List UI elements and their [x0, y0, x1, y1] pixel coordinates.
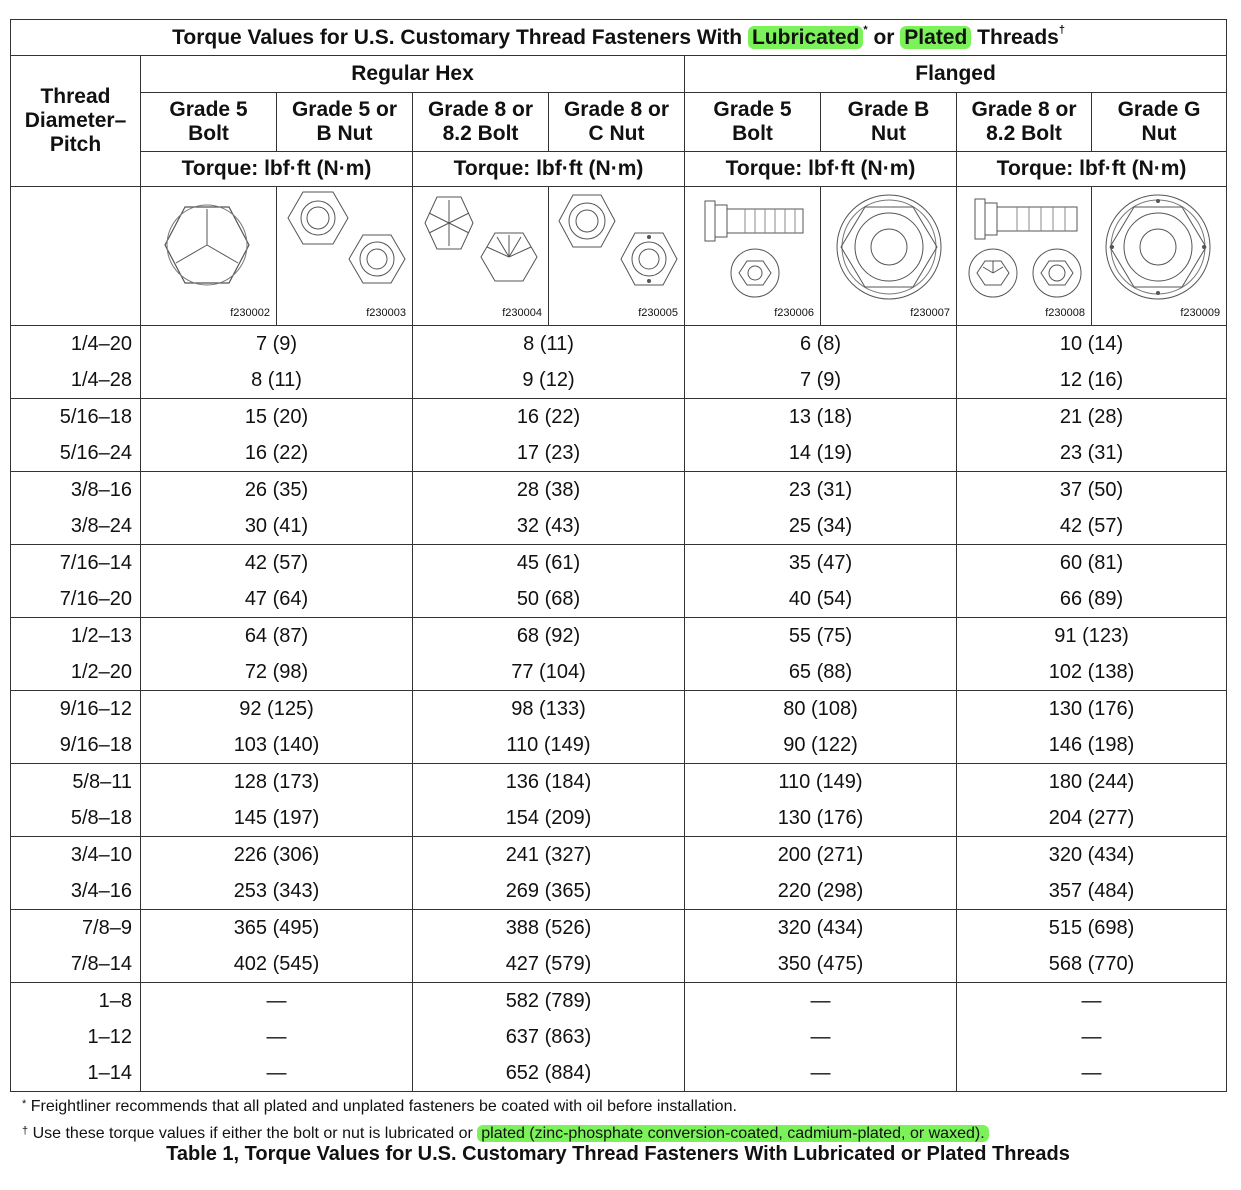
grade-subheader [1092, 93, 1227, 152]
torque-value-cell: 226 (306) [141, 837, 413, 874]
torque-value-cell: 42 (57) [141, 545, 413, 582]
torque-value-cell: 17 (23) [413, 435, 685, 472]
grade-subheader [685, 93, 821, 152]
figure-id: f230008 [1045, 307, 1085, 319]
grade-subheader-line: Grade 8 or [427, 98, 534, 121]
thread-size-cell: 7/8–9 [11, 910, 141, 947]
torque-value-cell: — [141, 1055, 413, 1092]
torque-value-cell: 220 (298) [685, 873, 957, 910]
figure-id: f230007 [910, 307, 950, 319]
torque-value-cell: 30 (41) [141, 508, 413, 545]
torque-value-cell: 92 (125) [141, 691, 413, 728]
table-row [11, 946, 1227, 983]
grade-subheader-line: 8.2 Bolt [986, 122, 1062, 145]
torque-value-cell: 154 (209) [413, 800, 685, 837]
torque-value-cell: 45 (61) [413, 545, 685, 582]
torque-value-cell: 16 (22) [413, 399, 685, 436]
fig-cell [413, 187, 549, 326]
table-row [11, 362, 1227, 399]
fig-cell [685, 187, 821, 326]
grade-subheader [141, 93, 277, 152]
grade-subheader [957, 93, 1092, 152]
grade-subheader [549, 93, 685, 152]
torque-value-cell: — [141, 983, 413, 1020]
table-row [11, 873, 1227, 910]
torque-value-cell: 241 (327) [413, 837, 685, 874]
torque-value-cell: 269 (365) [413, 873, 685, 910]
table-row [11, 764, 1227, 801]
grade-subheader-line: 8.2 Bolt [442, 122, 519, 145]
torque-value-cell: — [685, 1019, 957, 1055]
torque-value-cell: 357 (484) [957, 873, 1227, 910]
footnote-1-mark: * [22, 1098, 27, 1110]
footnote-1 [22, 1093, 989, 1120]
torque-value-cell: 637 (863) [413, 1019, 685, 1055]
torque-value-cell: 40 (54) [685, 581, 957, 618]
table-row [11, 691, 1227, 728]
torque-value-cell: 128 (173) [141, 764, 413, 801]
table-row [11, 399, 1227, 436]
title-highlight-plated: Plated [900, 26, 971, 49]
grade-subheader-line: Grade 8 or [563, 98, 670, 121]
torque-value-cell: — [957, 983, 1227, 1020]
torque-value-cell: 68 (92) [413, 618, 685, 655]
torque-value-cell: 136 (184) [413, 764, 685, 801]
torque-value-cell: 23 (31) [957, 435, 1227, 472]
table-row [11, 654, 1227, 691]
footnotes [22, 1093, 989, 1147]
blank-cell [11, 187, 141, 326]
torque-table-wrapper [10, 19, 1226, 1092]
torque-value-cell: 98 (133) [413, 691, 685, 728]
thread-size-cell: 5/8–18 [11, 800, 141, 837]
figure-id: f230003 [366, 307, 406, 319]
grade-subheader-line: C Nut [588, 122, 645, 145]
hex-nut-grade5-icon [277, 187, 413, 325]
thread-column-header [11, 56, 141, 187]
flanged-nut-grade-g-icon [1092, 187, 1228, 325]
torque-value-cell: 42 (57) [957, 508, 1227, 545]
torque-value-cell: 66 (89) [957, 581, 1227, 618]
torque-value-cell: 26 (35) [141, 472, 413, 509]
torque-value-cell: 7 (9) [141, 326, 413, 363]
title-footnote-mark-1: * [863, 23, 868, 36]
thread-size-cell: 5/16–24 [11, 435, 141, 472]
thread-size-cell: 9/16–12 [11, 691, 141, 728]
torque-value-cell: 320 (434) [685, 910, 957, 947]
torque-value-cell: 13 (18) [685, 399, 957, 436]
torque-value-cell: 32 (43) [413, 508, 685, 545]
torque-value-cell: 180 (244) [957, 764, 1227, 801]
torque-value-cell: 652 (884) [413, 1055, 685, 1092]
torque-value-cell: 365 (495) [141, 910, 413, 947]
torque-value-cell: 388 (526) [413, 910, 685, 947]
thread-size-cell: 1–8 [11, 983, 141, 1020]
grade-subheader-line: Grade G [1117, 98, 1201, 121]
torque-value-cell: 103 (140) [141, 727, 413, 764]
fig-cell [1092, 187, 1227, 326]
footnote-2-text: Use these torque values if either the bolt or nut is lubricated or [28, 1125, 478, 1142]
table-row [11, 983, 1227, 1020]
thread-size-cell: 7/16–20 [11, 581, 141, 618]
torque-value-cell: 80 (108) [685, 691, 957, 728]
thread-size-cell: 7/16–14 [11, 545, 141, 582]
torque-value-cell: — [957, 1055, 1227, 1092]
torque-value-cell: 146 (198) [957, 727, 1227, 764]
table-row [11, 435, 1227, 472]
grade-subheader [277, 93, 413, 152]
thread-size-cell: 3/8–24 [11, 508, 141, 545]
grade-subheader-line: Grade 8 or [971, 98, 1077, 121]
flanged-bolt-grade8-icon [957, 187, 1093, 325]
torque-value-cell: 515 (698) [957, 910, 1227, 947]
thread-size-cell: 3/4–16 [11, 873, 141, 910]
grade-subheader-line: Nut [1141, 122, 1177, 145]
torque-value-cell: 60 (81) [957, 545, 1227, 582]
torque-value-cell: — [141, 1019, 413, 1055]
grade-subheader-line: Grade 5 [169, 98, 248, 121]
torque-value-cell: 90 (122) [685, 727, 957, 764]
torque-value-cell: 12 (16) [957, 362, 1227, 399]
footnote-2-highlight: plated (zinc-phosphate conversion-coated, cadmium-plated, or waxed). [477, 1125, 988, 1142]
fig-cell [821, 187, 957, 326]
torque-value-cell: 8 (11) [141, 362, 413, 399]
title-footnote-mark-2: † [1058, 23, 1065, 36]
torque-value-cell: 10 (14) [957, 326, 1227, 363]
table-row [11, 800, 1227, 837]
flanged-nut-grade-b-icon [821, 187, 957, 325]
thread-header-line-2: Diameter– [24, 109, 127, 132]
grade-subheader-line: Grade 5 or [291, 98, 398, 121]
torque-value-cell: 110 (149) [413, 727, 685, 764]
thread-size-cell: 1/2–20 [11, 654, 141, 691]
torque-value-cell: 350 (475) [685, 946, 957, 983]
torque-value-cell: 35 (47) [685, 545, 957, 582]
thread-header-line-3: Pitch [49, 133, 102, 156]
torque-value-cell: 16 (22) [141, 435, 413, 472]
thread-header-line-1: Thread [40, 85, 111, 108]
torque-value-cell: 9 (12) [413, 362, 685, 399]
figure-id: f230004 [502, 307, 542, 319]
torque-value-cell: 23 (31) [685, 472, 957, 509]
thread-size-cell: 7/8–14 [11, 946, 141, 983]
torque-value-cell: 25 (34) [685, 508, 957, 545]
torque-value-cell: 64 (87) [141, 618, 413, 655]
torque-value-cell: 568 (770) [957, 946, 1227, 983]
thread-size-cell: 1/2–13 [11, 618, 141, 655]
table-row [11, 581, 1227, 618]
grade-subheader-line: Grade B [847, 98, 930, 121]
torque-value-cell: 130 (176) [685, 800, 957, 837]
title-highlight-lubricated: Lubricated [748, 26, 863, 49]
torque-value-cell: 320 (434) [957, 837, 1227, 874]
grade-subheader-line: Grade 5 [713, 98, 792, 121]
grade-subheader-line: Bolt [732, 122, 773, 145]
fig-cell [141, 187, 277, 326]
flanged-bolt-grade5-icon [685, 187, 821, 325]
torque-value-cell: 110 (149) [685, 764, 957, 801]
table-title [11, 20, 1227, 56]
grade-subheader-line: B Nut [316, 122, 373, 145]
unit-header: Torque: lbf·ft (N·m) [957, 152, 1227, 187]
figure-id: f230005 [638, 307, 678, 319]
torque-value-cell: 130 (176) [957, 691, 1227, 728]
figure-id: f230006 [774, 307, 814, 319]
figure-id: f230002 [230, 307, 270, 319]
thread-size-cell: 1/4–28 [11, 362, 141, 399]
footnote-2-mark: † [22, 1125, 29, 1137]
grade-subheader [413, 93, 549, 152]
table-row [11, 727, 1227, 764]
table-caption: Table 1, Torque Values for U.S. Customary Thread Fasteners With Lubricated or Plated Threads [166, 1143, 1070, 1165]
thread-size-cell: 1/4–20 [11, 326, 141, 363]
torque-value-cell: — [957, 1019, 1227, 1055]
torque-value-cell: — [685, 1055, 957, 1092]
torque-value-cell: 6 (8) [685, 326, 957, 363]
torque-value-cell: 77 (104) [413, 654, 685, 691]
hex-nut-grade8-icon [549, 187, 685, 325]
table-row [11, 618, 1227, 655]
title-mid: or [867, 25, 901, 49]
torque-value-cell: 28 (38) [413, 472, 685, 509]
torque-value-cell: 55 (75) [685, 618, 957, 655]
table-row [11, 910, 1227, 947]
table-row [11, 1019, 1227, 1055]
grade-subheader-line: Nut [871, 122, 906, 145]
torque-value-cell: 65 (88) [685, 654, 957, 691]
torque-value-cell: 427 (579) [413, 946, 685, 983]
table-row [11, 837, 1227, 874]
torque-value-cell: 8 (11) [413, 326, 685, 363]
thread-size-cell: 1–12 [11, 1019, 141, 1055]
torque-value-cell: 37 (50) [957, 472, 1227, 509]
fig-cell [277, 187, 413, 326]
torque-value-cell: 15 (20) [141, 399, 413, 436]
group-header-flanged: Flanged [685, 56, 1227, 93]
torque-value-cell: 47 (64) [141, 581, 413, 618]
unit-header: Torque: lbf·ft (N·m) [685, 152, 957, 187]
torque-value-cell: 14 (19) [685, 435, 957, 472]
table-row [11, 326, 1227, 363]
torque-value-cell: 253 (343) [141, 873, 413, 910]
title-pre: Torque Values for U.S. Customary Thread Fasteners With [172, 25, 748, 49]
table-row [11, 1055, 1227, 1092]
title-post: Threads [971, 25, 1059, 49]
thread-size-cell: 3/4–10 [11, 837, 141, 874]
unit-header: Torque: lbf·ft (N·m) [413, 152, 685, 187]
hex-bolt-head-grade8-icon [413, 187, 549, 325]
footnote-1-text: Freightliner recommends that all plated and unplated fasteners be coated with oil before installation. [26, 1098, 737, 1115]
torque-value-cell: 200 (271) [685, 837, 957, 874]
grade-subheader-line: Bolt [188, 122, 229, 145]
thread-size-cell: 5/16–18 [11, 399, 141, 436]
table-row [11, 545, 1227, 582]
figure-id: f230009 [1180, 307, 1221, 319]
thread-size-cell: 1–14 [11, 1055, 141, 1092]
torque-value-cell: 72 (98) [141, 654, 413, 691]
thread-size-cell: 9/16–18 [11, 727, 141, 764]
group-header-regular-hex: Regular Hex [141, 56, 685, 93]
torque-value-cell: 91 (123) [957, 618, 1227, 655]
grade-subheader [821, 93, 957, 152]
table-row [11, 472, 1227, 509]
fig-cell [549, 187, 685, 326]
torque-value-cell: 204 (277) [957, 800, 1227, 837]
thread-size-cell: 5/8–11 [11, 764, 141, 801]
fig-cell [957, 187, 1092, 326]
torque-value-cell: — [685, 983, 957, 1020]
torque-value-cell: 7 (9) [685, 362, 957, 399]
unit-header: Torque: lbf·ft (N·m) [141, 152, 413, 187]
torque-value-cell: 21 (28) [957, 399, 1227, 436]
torque-value-cell: 50 (68) [413, 581, 685, 618]
torque-value-cell: 145 (197) [141, 800, 413, 837]
torque-value-cell: 102 (138) [957, 654, 1227, 691]
table-row [11, 508, 1227, 545]
torque-value-cell: 402 (545) [141, 946, 413, 983]
thread-size-cell: 3/8–16 [11, 472, 141, 509]
hex-bolt-head-grade5-icon [141, 187, 277, 325]
torque-table [10, 19, 1227, 1092]
torque-value-cell: 582 (789) [413, 983, 685, 1020]
